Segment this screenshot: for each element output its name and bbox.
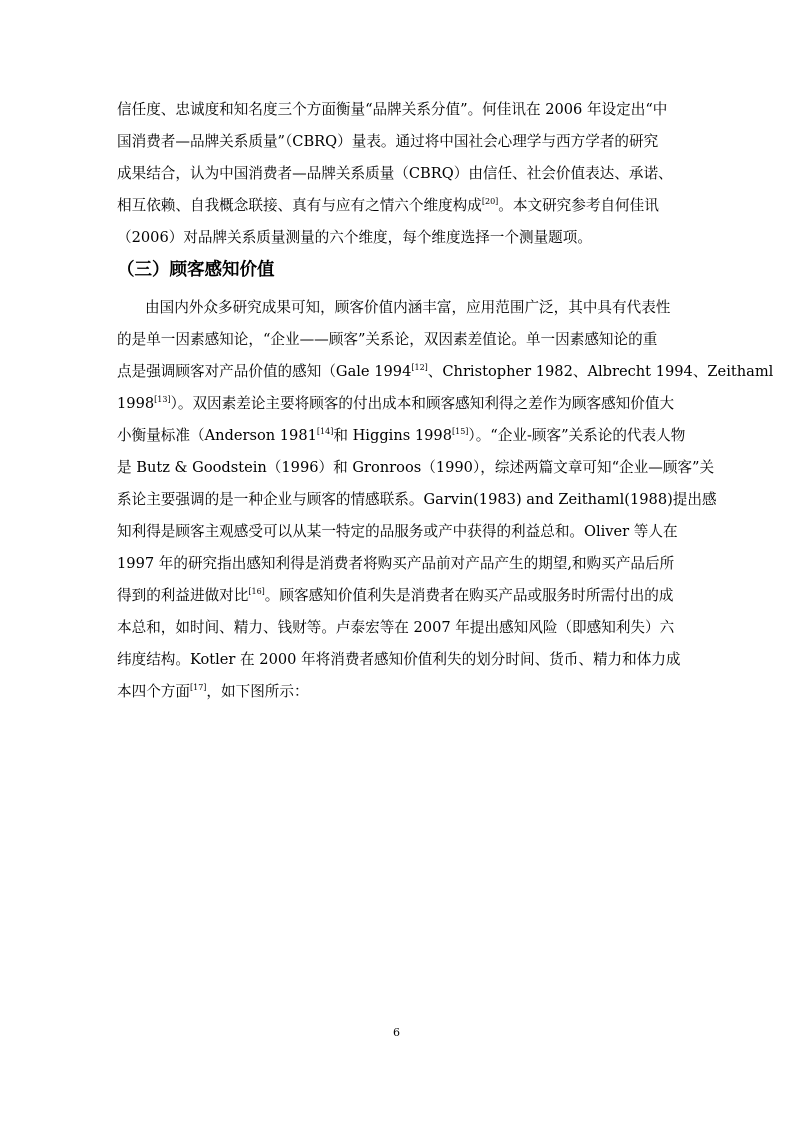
citation-ref: [17] — [189, 683, 207, 692]
text-line — [117, 554, 677, 576]
citation-ref: [15] — [452, 427, 469, 436]
text-span: 1997 年的研究指出感知利得是消费者将购买产品前对产品产生的期望,和购买产品后所 — [117, 555, 675, 572]
text-line — [117, 362, 774, 384]
text-line — [117, 458, 715, 480]
text-span: 的是单一因素感知论，“企业——顾客”关系论，双因素差值论。单一因素感知论的重 — [117, 331, 658, 348]
text-line — [117, 426, 686, 448]
text-span: 本四个方面 — [117, 683, 190, 700]
text-span: 和 Higgins 1998 — [333, 427, 452, 444]
text-span: 。本文研究参考自何佳讯 — [498, 197, 659, 214]
text-line — [117, 394, 677, 416]
citation-ref: [16] — [248, 587, 265, 596]
text-line — [117, 196, 677, 218]
text-span: 点是强调顾客对产品价值的感知（Gale 1994 — [117, 363, 412, 380]
text-line — [117, 490, 717, 512]
text-span: 成果结合，认为中国消费者—品牌关系质量（CBRQ）由信任、社会价值表达、承诺、 — [117, 165, 673, 182]
section-heading: （三）顾客感知价值 — [117, 260, 275, 280]
text-span: ）。双因素差论主要将顾客的付出成本和顾客感知利得之差作为顾客感知价值大 — [170, 395, 675, 412]
text-line — [117, 132, 677, 154]
text-line — [117, 330, 677, 352]
text-span: 相互依赖、自我概念联接、真有与应有之情六个维度构成 — [117, 197, 482, 214]
text-line — [117, 100, 677, 122]
text-span: 知利得是顾客主观感受可以从某一特定的品服务或产中获得的利益总和。Oliver 等人在 — [117, 523, 678, 540]
text-line — [117, 228, 677, 250]
text-span: 纬度结构。Kotler 在 2000 年将消费者感知价值利失的划分时间、货币、精力和体力成 — [117, 651, 681, 668]
text-span: 得到的利益进做对比 — [117, 587, 249, 604]
text-span: 小衡量标准（Anderson 1981 — [117, 427, 317, 444]
citation-ref: [13] — [154, 395, 171, 404]
text-line — [117, 164, 677, 186]
text-span: 本总和，如时间、精力、钱财等。卢泰宏等在 2007 年提出感知风险（即感知利失）六 — [117, 619, 675, 636]
text-span: （2006）对品牌关系质量测量的六个维度，每个维度选择一个测量题项。 — [117, 229, 592, 246]
text-line — [117, 522, 677, 544]
text-span: 是 Butz & Goodstein（1996）和 Gronroos（1990），综述两篇文章可知“企业—顾客”关 — [117, 459, 715, 476]
citation-ref: [12] — [411, 363, 428, 372]
text-span: 1998 — [117, 395, 155, 412]
page-number: 6 — [393, 1026, 400, 1039]
text-span: 由国内外众多研究成果可知，顾客价值内涵丰富，应用范围广泛，其中具有代表性 — [145, 299, 671, 316]
text-line — [117, 682, 677, 704]
text-line — [117, 586, 677, 608]
citation-ref: [14] — [316, 427, 334, 436]
text-line — [145, 298, 677, 320]
text-span: ）。“企业-顾客”关系论的代表人物 — [468, 427, 686, 444]
text-span: 、Christopher 1982、Albrecht 1994、Zeithaml — [427, 363, 774, 380]
text-line — [117, 618, 677, 640]
text-span: 。顾客感知价值利失是消费者在购买产品或服务时所需付出的成 — [264, 587, 674, 604]
text-span: ，如下图所示： — [206, 683, 309, 700]
text-span: 国消费者—品牌关系质量”（CBRQ）量表。通过将中国社会心理学与西方学者的研究 — [117, 133, 659, 150]
text-span: 信任度、忠诚度和知名度三个方面衡量“品牌关系分值”。何佳讯在 2006 年设定出“中 — [117, 101, 668, 118]
text-line — [117, 650, 681, 672]
citation-ref: [20] — [481, 197, 499, 206]
text-span: 系论主要强调的是一种企业与顾客的情感联系。Garvin(1983) and Zeithaml(1988)提出感 — [117, 491, 717, 508]
